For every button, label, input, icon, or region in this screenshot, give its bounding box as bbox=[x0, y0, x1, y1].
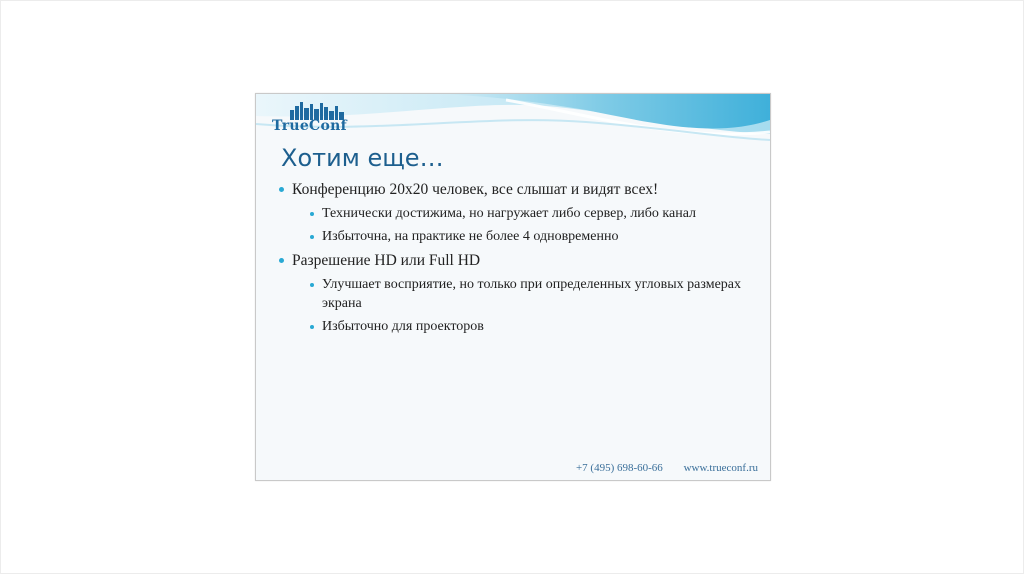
bullet-item bbox=[278, 179, 748, 200]
slide-footer bbox=[558, 462, 758, 474]
sub-bullet-item bbox=[278, 204, 748, 223]
bullet-dot-icon bbox=[279, 187, 284, 192]
bullet-text: Избыточна, на практике не более 4 одновременно bbox=[322, 229, 619, 244]
slide-title: Хотим еще… bbox=[281, 144, 444, 172]
bullet-text: Технически достижима, но нагружает либо сервер, либо канал bbox=[322, 206, 697, 221]
bullet-dot-icon bbox=[310, 283, 314, 287]
presentation-slide bbox=[255, 93, 771, 481]
sub-bullet-item bbox=[278, 275, 748, 313]
footer-website: www.trueconf.ru bbox=[683, 462, 758, 474]
bullet-text: Улучшает восприятие, но только при определенных угловых размерах экрана bbox=[322, 277, 742, 311]
bullet-dot-icon bbox=[310, 212, 314, 216]
skyline-icon bbox=[288, 100, 348, 120]
sub-bullet-item bbox=[278, 227, 748, 246]
trueconf-logo bbox=[268, 100, 358, 142]
sub-bullet-item bbox=[278, 317, 748, 336]
bullet-text: Конференцию 20х20 человек, все слышат и видят всех! bbox=[292, 181, 659, 198]
bullet-item bbox=[278, 250, 748, 271]
bullet-dot-icon bbox=[310, 235, 314, 239]
logo-text: TrueConf bbox=[272, 118, 347, 134]
bullet-dot-icon bbox=[279, 258, 284, 263]
bullet-list bbox=[278, 178, 748, 336]
bullet-text: Разрешение HD или Full HD bbox=[292, 252, 481, 269]
bullet-dot-icon bbox=[310, 325, 314, 329]
bullet-text: Избыточно для проекторов bbox=[322, 319, 484, 334]
footer-phone: +7 (495) 698-60-66 bbox=[575, 462, 663, 474]
